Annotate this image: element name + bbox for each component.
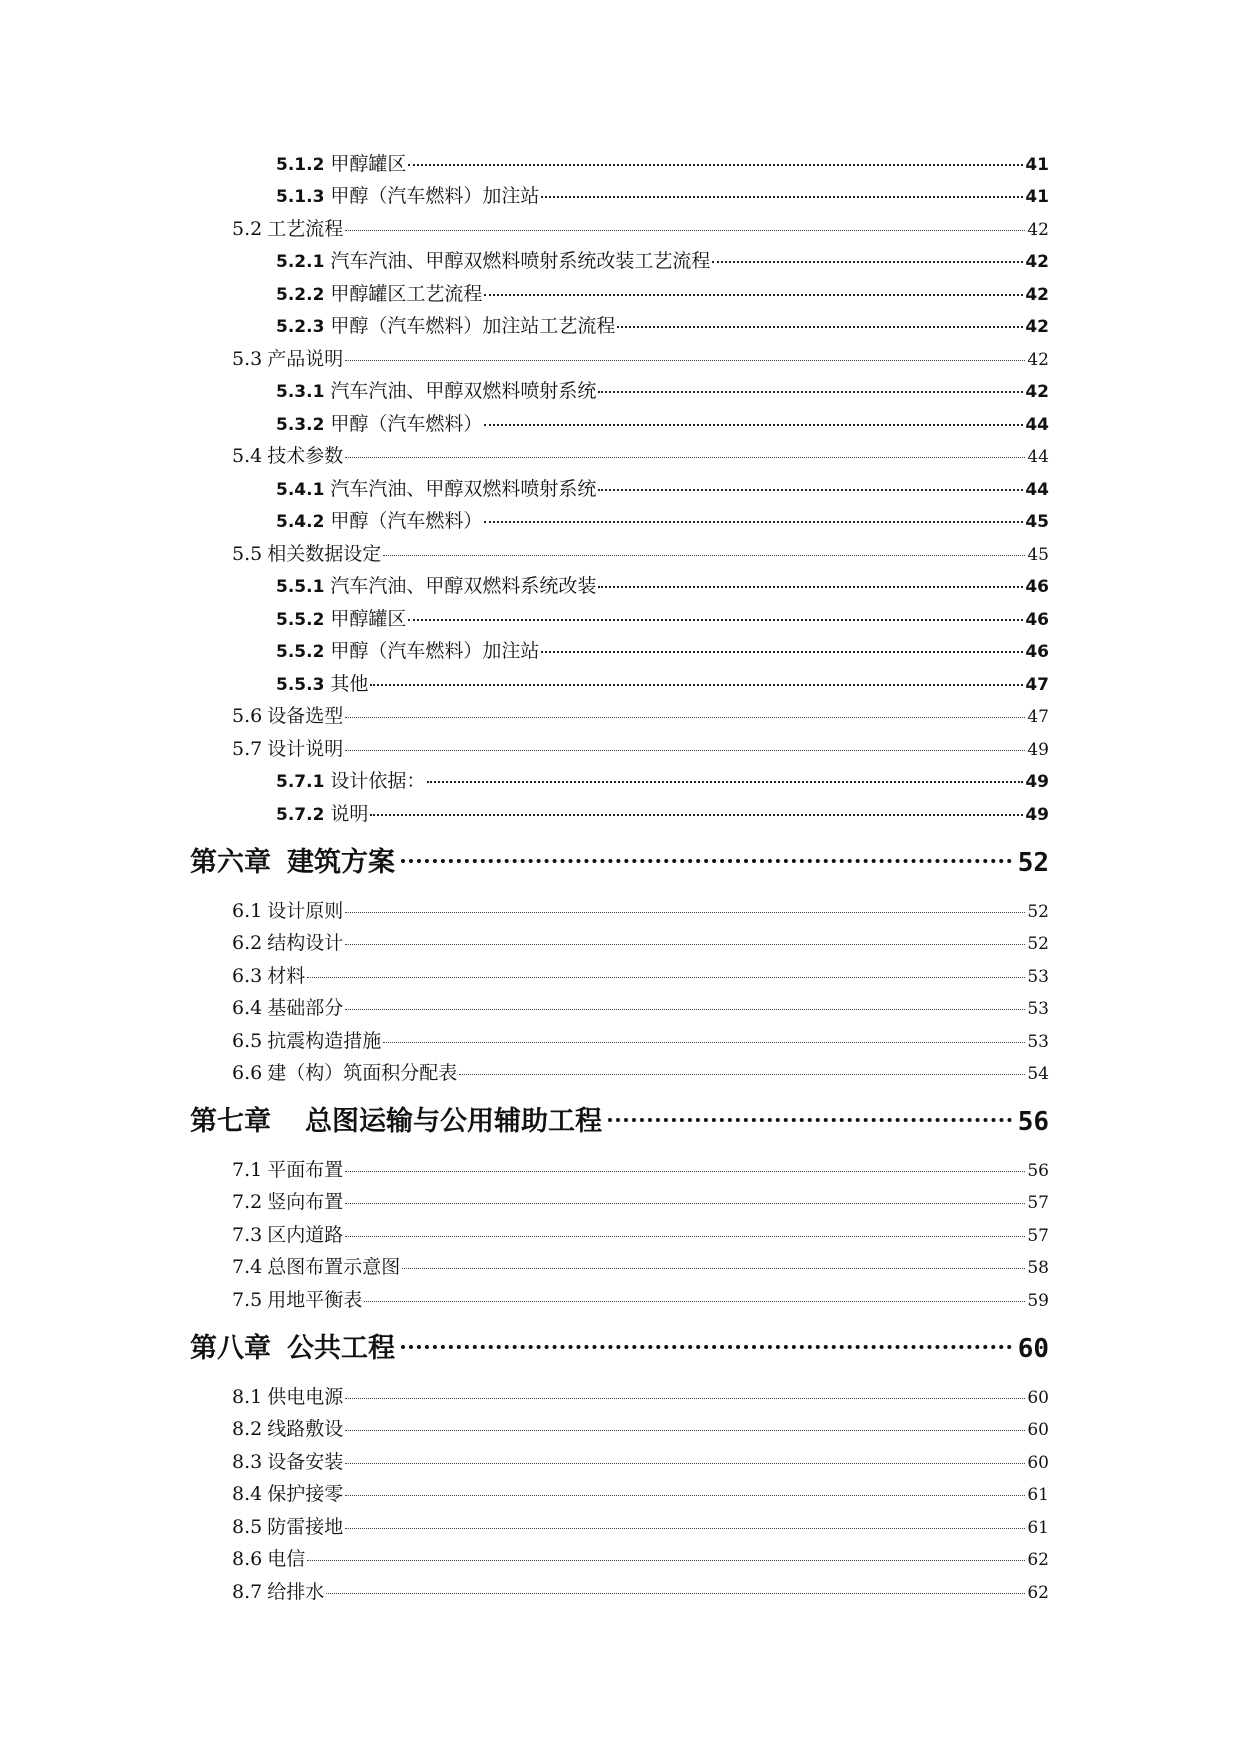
section-title: 抗震构造措施 [267,1030,382,1052]
page-number: 57 [1027,1193,1049,1213]
section-title: 基础部分 [267,997,344,1019]
chapter-title: 公共工程 [287,1333,395,1364]
page-number: 42 [1027,350,1049,370]
section-number: 7.2 [232,1191,263,1213]
dot-leader [345,1429,1025,1431]
page-number: 60 [1027,1388,1049,1408]
dot-leader [617,325,1023,328]
toc-entry-5-2-1[interactable] [276,248,1049,274]
dot-leader [459,1073,1025,1075]
section-title: 线路敷设 [267,1418,344,1440]
section-number: 5.7 [232,738,263,760]
toc-entry-8-1[interactable] [232,1384,1049,1410]
toc-entry-5-3-2[interactable] [276,411,1049,437]
section-number: 5.4 [232,445,263,467]
section-number: 6.6 [232,1062,263,1084]
dot-leader [345,229,1025,231]
chapter-number: 第八章 [190,1333,271,1364]
section-title: 电信 [267,1548,306,1570]
section-number: 5.4.1 [276,480,325,500]
dot-leader [370,813,1023,816]
dot-leader [383,554,1025,556]
toc-entry-5-5-3[interactable] [276,671,1049,697]
toc-entry-5-1-2[interactable] [276,151,1049,177]
dot-leader [484,423,1023,426]
dot-leader [345,1202,1025,1204]
section-number: 8.1 [232,1386,263,1408]
section-number: 5.5.1 [276,577,325,597]
section-title: 汽车汽油、甲醇双燃料喷射系统改装工艺流程 [330,250,711,272]
page-number: 42 [1027,220,1049,240]
toc-entry-5-2-3[interactable] [276,313,1049,339]
page-number: 52 [1017,848,1049,878]
toc-entry-8-2[interactable] [232,1416,1049,1442]
dot-leader [484,293,1023,296]
section-number: 7.1 [232,1159,263,1181]
dot-leader [541,195,1023,198]
section-number: 5.4.2 [276,512,325,532]
dot-leader [345,456,1025,458]
toc-entry-6-4[interactable] [232,995,1049,1021]
dot-leader [345,1494,1025,1496]
section-title: 设计依据： [330,770,426,792]
page-number: 59 [1027,1291,1049,1311]
toc-entry-5-7[interactable] [232,736,1049,762]
section-title: 保护接零 [267,1483,344,1505]
section-number: 5.2 [232,218,263,240]
page-number: 45 [1027,545,1049,565]
dot-leader [383,1041,1025,1043]
dot-leader [345,1170,1025,1172]
toc-entry-6-1[interactable] [232,898,1049,924]
dot-leader [484,520,1023,523]
page-number: 49 [1027,740,1049,760]
page-number: 52 [1027,902,1049,922]
section-number: 5.7.2 [276,805,325,825]
section-number: 5.5.2 [276,642,325,662]
toc-entry-5-1-3[interactable] [276,183,1049,209]
chapter-title: 总图运输与公用辅助工程 [305,1106,602,1137]
dot-leader [541,650,1023,653]
section-title: 汽车汽油、甲醇双燃料喷射系统 [330,478,597,500]
dot-leader [345,943,1025,945]
section-number: 8.7 [232,1581,263,1603]
page-number: 56 [1027,1161,1049,1181]
section-title: 设计原则 [267,900,344,922]
section-title: 甲醇（汽车燃料）加注站 [330,185,540,207]
section-number: 5.2.2 [276,285,325,305]
page-number: 42 [1025,252,1049,272]
section-title: 相关数据设定 [267,543,382,565]
dot-leader [345,359,1025,361]
section-title: 结构设计 [267,932,344,954]
section-title: 产品说明 [267,348,344,370]
section-number: 5.3.1 [276,382,325,402]
dot-leader [345,1527,1025,1529]
section-title: 甲醇（汽车燃料）加注站工艺流程 [330,315,616,337]
section-title: 说明 [330,803,369,825]
toc-entry-5-7-1[interactable] [276,768,1049,794]
dot-leader [345,1397,1025,1399]
page-number: 49 [1025,805,1049,825]
page-number: 49 [1025,772,1049,792]
toc-entry-5-2[interactable] [232,216,1049,242]
dot-leader [326,1592,1025,1594]
page-number: 46 [1025,642,1049,662]
section-number: 8.3 [232,1451,263,1473]
page-number: 46 [1025,577,1049,597]
section-title: 其他 [330,673,369,695]
section-number: 7.3 [232,1224,263,1246]
dot-leader [345,911,1025,913]
page-number: 61 [1027,1518,1049,1538]
toc-entry-5-5[interactable] [232,541,1049,567]
toc-entry-5-4-2[interactable] [276,508,1049,534]
page-number: 46 [1025,610,1049,630]
page-number: 60 [1027,1453,1049,1473]
section-number: 5.2.1 [276,252,325,272]
dot-leader [598,488,1023,491]
page-number: 42 [1025,285,1049,305]
section-title: 区内道路 [267,1224,344,1246]
toc-entry-6-5[interactable] [232,1028,1049,1054]
section-title: 甲醇（汽车燃料） [330,510,483,532]
section-number: 5.1.2 [276,155,325,175]
toc-entry-5-5-2b[interactable] [276,638,1049,664]
toc-entry-5-3-1[interactable] [276,378,1049,404]
page-number: 47 [1025,675,1049,695]
dot-leader [307,976,1025,978]
page-number: 44 [1025,480,1049,500]
toc-entry-5-2-2[interactable] [276,281,1049,307]
dot-leader [370,683,1023,686]
section-title: 汽车汽油、甲醇双燃料系统改装 [330,575,597,597]
section-number: 6.5 [232,1030,263,1052]
section-title: 汽车汽油、甲醇双燃料喷射系统 [330,380,597,402]
section-number: 7.5 [232,1289,263,1311]
page-number: 62 [1027,1550,1049,1570]
page-number: 58 [1027,1258,1049,1278]
section-title: 甲醇罐区 [330,608,407,630]
toc-entry-7-5[interactable] [232,1287,1049,1313]
dot-leader [401,1344,1012,1349]
section-number: 6.1 [232,900,263,922]
section-number: 5.5.3 [276,675,325,695]
section-title: 给排水 [267,1581,325,1603]
page-number: 41 [1025,187,1049,207]
section-number: 8.4 [232,1483,263,1505]
toc-entry-6-3[interactable] [232,963,1049,989]
section-title: 设计说明 [267,738,344,760]
dot-leader [307,1559,1025,1561]
section-number: 8.5 [232,1516,263,1538]
page-number: 62 [1027,1583,1049,1603]
section-number: 8.2 [232,1418,263,1440]
dot-leader [608,1117,1012,1122]
toc-entry-5-5-1[interactable] [276,573,1049,599]
section-number: 5.6 [232,705,263,727]
dot-leader [712,260,1023,263]
section-title: 防雷接地 [267,1516,344,1538]
page-number: 60 [1017,1334,1049,1364]
page-number: 53 [1027,967,1049,987]
page-number: 54 [1027,1064,1049,1084]
page-number: 53 [1027,999,1049,1019]
toc-entry-8-7[interactable] [232,1579,1049,1605]
toc-entry-6-6[interactable] [232,1060,1049,1086]
toc-entry-7-4[interactable] [232,1254,1049,1280]
section-number: 5.3 [232,348,263,370]
toc-entry-5-4-1[interactable] [276,476,1049,502]
page-number: 41 [1025,155,1049,175]
dot-leader [364,1300,1025,1302]
section-title: 平面布置 [267,1159,344,1181]
page-number: 44 [1027,447,1049,467]
toc-entry-5-5-2[interactable] [276,606,1049,632]
page-number: 52 [1027,934,1049,954]
toc-entry-5-6[interactable] [232,703,1049,729]
toc-entry-8-4[interactable] [232,1481,1049,1507]
section-title: 甲醇（汽车燃料） [330,413,483,435]
section-title: 用地平衡表 [267,1289,363,1311]
section-title: 技术参数 [267,445,344,467]
section-title: 材料 [267,965,306,987]
section-number: 5.2.3 [276,317,325,337]
section-number: 5.5 [232,543,263,565]
dot-leader [598,390,1023,393]
page-number: 53 [1027,1032,1049,1052]
dot-leader [408,163,1023,166]
section-title: 甲醇罐区 [330,153,407,175]
dot-leader [345,1008,1025,1010]
toc-entry-5-7-2[interactable] [276,801,1049,827]
toc-entry-8-3[interactable] [232,1449,1049,1475]
dot-leader [402,1267,1025,1269]
toc-entry-7-1[interactable] [232,1157,1049,1183]
dot-leader [408,618,1023,621]
dot-leader [345,716,1025,718]
section-title: 竖向布置 [267,1191,344,1213]
page-number: 45 [1025,512,1049,532]
section-title: 供电电源 [267,1386,344,1408]
toc-chapter-7[interactable] [190,1102,1049,1142]
dot-leader [401,858,1012,863]
section-number: 8.6 [232,1548,263,1570]
section-number: 6.4 [232,997,263,1019]
section-number: 5.3.2 [276,415,325,435]
dot-leader [427,780,1023,783]
chapter-number: 第六章 [190,847,271,878]
chapter-title: 建筑方案 [287,847,395,878]
section-number: 7.4 [232,1256,263,1278]
page-number: 42 [1025,382,1049,402]
section-title: 甲醇罐区工艺流程 [330,283,483,305]
chapter-number: 第七章 [190,1106,271,1137]
section-number: 6.2 [232,932,263,954]
dot-leader [345,1235,1025,1237]
page-number: 42 [1025,317,1049,337]
section-title: 甲醇（汽车燃料）加注站 [330,640,540,662]
page-number: 61 [1027,1485,1049,1505]
dot-leader [345,1462,1025,1464]
toc-entry-7-2[interactable] [232,1189,1049,1215]
toc-chapter-8[interactable] [190,1329,1049,1369]
toc-entry-5-3[interactable] [232,346,1049,372]
section-title: 设备选型 [267,705,344,727]
toc-entry-7-3[interactable] [232,1222,1049,1248]
section-number: 5.7.1 [276,772,325,792]
page-number: 44 [1025,415,1049,435]
toc-chapter-6[interactable] [190,843,1049,883]
section-title: 总图布置示意图 [267,1256,401,1278]
dot-leader [598,585,1023,588]
page-number: 60 [1027,1420,1049,1440]
section-number: 5.5.2 [276,610,325,630]
section-number: 6.3 [232,965,263,987]
page-number: 47 [1027,707,1049,727]
section-title: 设备安装 [267,1451,344,1473]
section-title: 建（构）筑面积分配表 [267,1062,458,1084]
page-number: 57 [1027,1226,1049,1246]
toc-entry-8-5[interactable] [232,1514,1049,1540]
page-number: 56 [1017,1107,1049,1137]
toc-entry-8-6[interactable] [232,1546,1049,1572]
section-number: 5.1.3 [276,187,325,207]
toc-entry-6-2[interactable] [232,930,1049,956]
toc-entry-5-4[interactable] [232,443,1049,469]
section-title: 工艺流程 [267,218,344,240]
dot-leader [345,749,1025,751]
